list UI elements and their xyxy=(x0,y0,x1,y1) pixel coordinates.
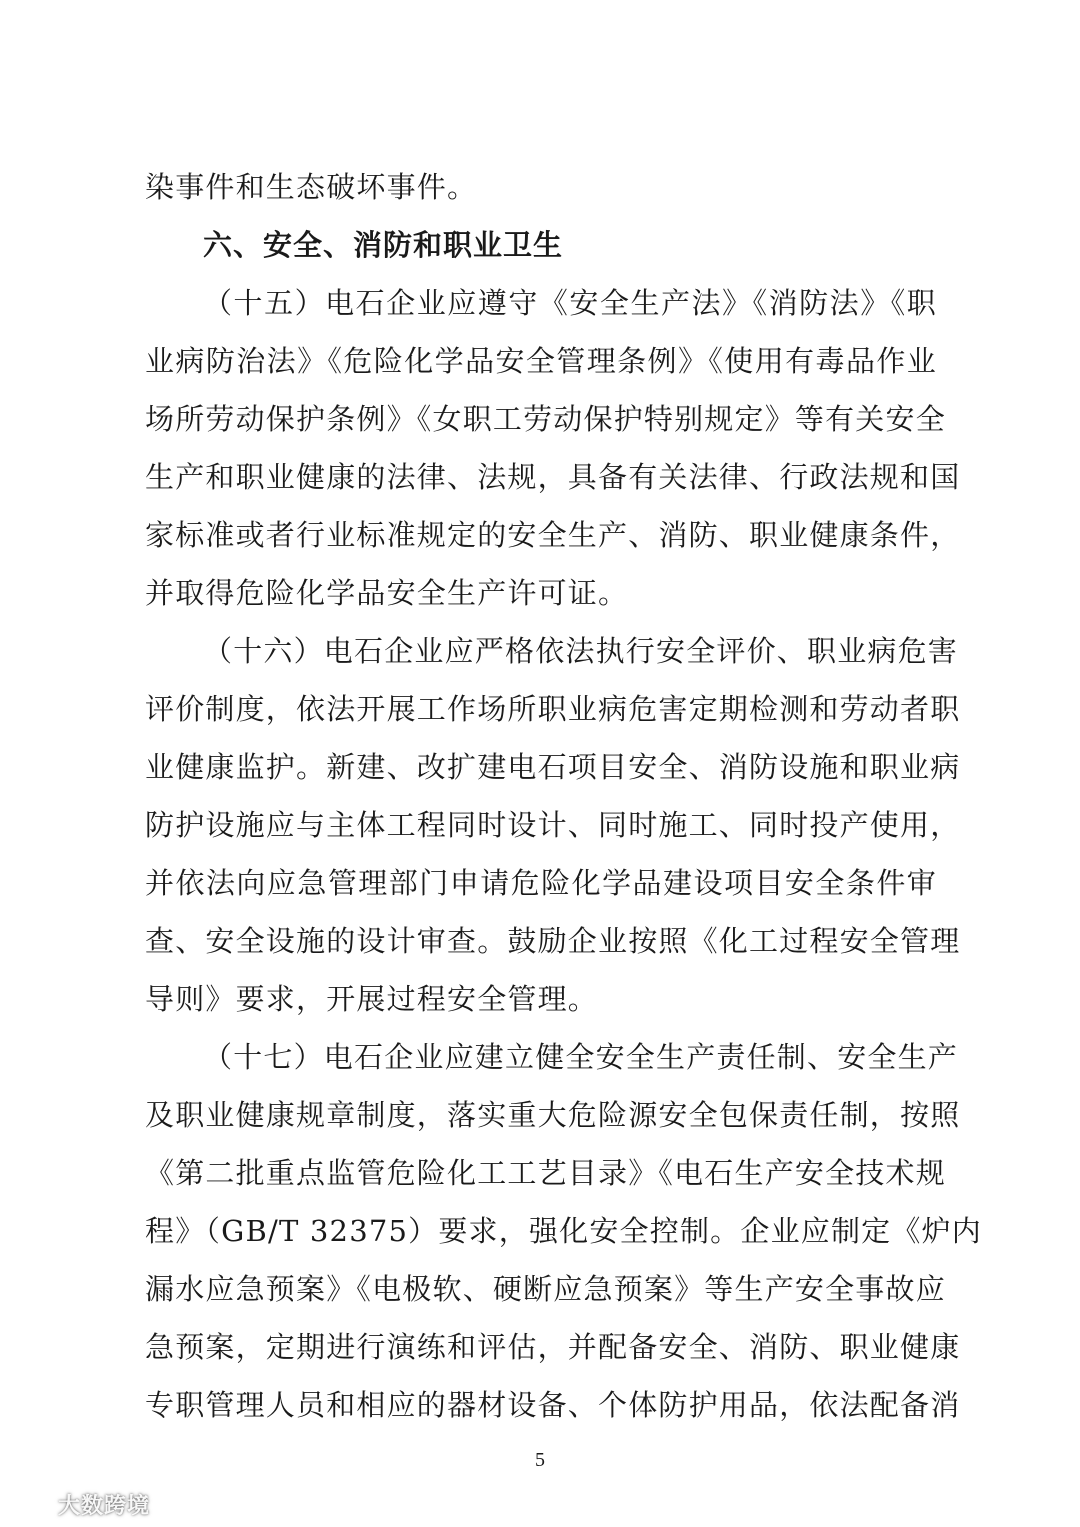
text-line-1: 染事件和生态破坏事件。 xyxy=(145,170,478,204)
text-line-18: 《第二批重点监管危险化工工艺目录》《电石生产安全技术规 xyxy=(145,1156,946,1190)
text-line-5: 场所劳动保护条例》《女职工劳动保护特别规定》等有关安全 xyxy=(145,402,946,436)
text-line-15: 导则》要求，开展过程安全管理。 xyxy=(145,982,599,1016)
text-line-20: 漏水应急预案》《电极软、硬断应急预案》等生产安全事故应 xyxy=(145,1272,946,1306)
text-line-8: 并取得危险化学品安全生产许可证。 xyxy=(145,576,629,610)
text-line-3: （十五）电石企业应遵守《安全生产法》《消防法》《职 xyxy=(203,286,937,320)
watermark-text: 大数跨境 xyxy=(58,1493,151,1519)
text-line-14: 查、安全设施的设计审查。鼓励企业按照《化工过程安全管理 xyxy=(145,924,961,958)
text-line-13: 并依法向应急管理部门申请危险化学品建设项目安全条件审 xyxy=(145,866,937,900)
watermark-logo-icon xyxy=(8,1490,52,1518)
text-line-6: 生产和职业健康的法律、法规，具备有关法律、行政法规和国 xyxy=(145,460,961,494)
text-line-9: （十六）电石企业应严格依法执行安全评价、职业病危害 xyxy=(203,634,959,668)
text-line-12: 防护设施应与主体工程同时设计、同时施工、同时投产使用， xyxy=(145,808,961,842)
text-line-17: 及职业健康规章制度，落实重大危险源安全包保责任制，按照 xyxy=(145,1098,961,1132)
text-line-19: 程》（GB/T 32375）要求，强化安全控制。企业应制定《炉内 xyxy=(145,1214,982,1248)
text-line-4: 业病防治法》《危险化学品安全管理条例》《使用有毒品作业 xyxy=(145,344,937,378)
text-line-7: 家标准或者行业标准规定的安全生产、消防、职业健康条件， xyxy=(145,518,961,552)
body-text xyxy=(145,158,982,1434)
text-line-22: 专职管理人员和相应的器材设备、个体防护用品，依法配备消 xyxy=(145,1388,961,1422)
watermark xyxy=(8,1488,150,1520)
text-line-16: （十七）电石企业应建立健全安全生产责任制、安全生产 xyxy=(203,1040,959,1074)
section-heading: 六、安全、消防和职业卫生 xyxy=(203,228,564,262)
page-number: 5 xyxy=(535,1449,545,1471)
text-line-11: 业健康监护。新建、改扩建电石项目安全、消防设施和职业病 xyxy=(145,750,961,784)
text-line-21: 急预案，定期进行演练和评估，并配备安全、消防、职业健康 xyxy=(145,1330,961,1364)
text-line-10: 评价制度，依法开展工作场所职业病危害定期检测和劳动者职 xyxy=(145,692,961,726)
